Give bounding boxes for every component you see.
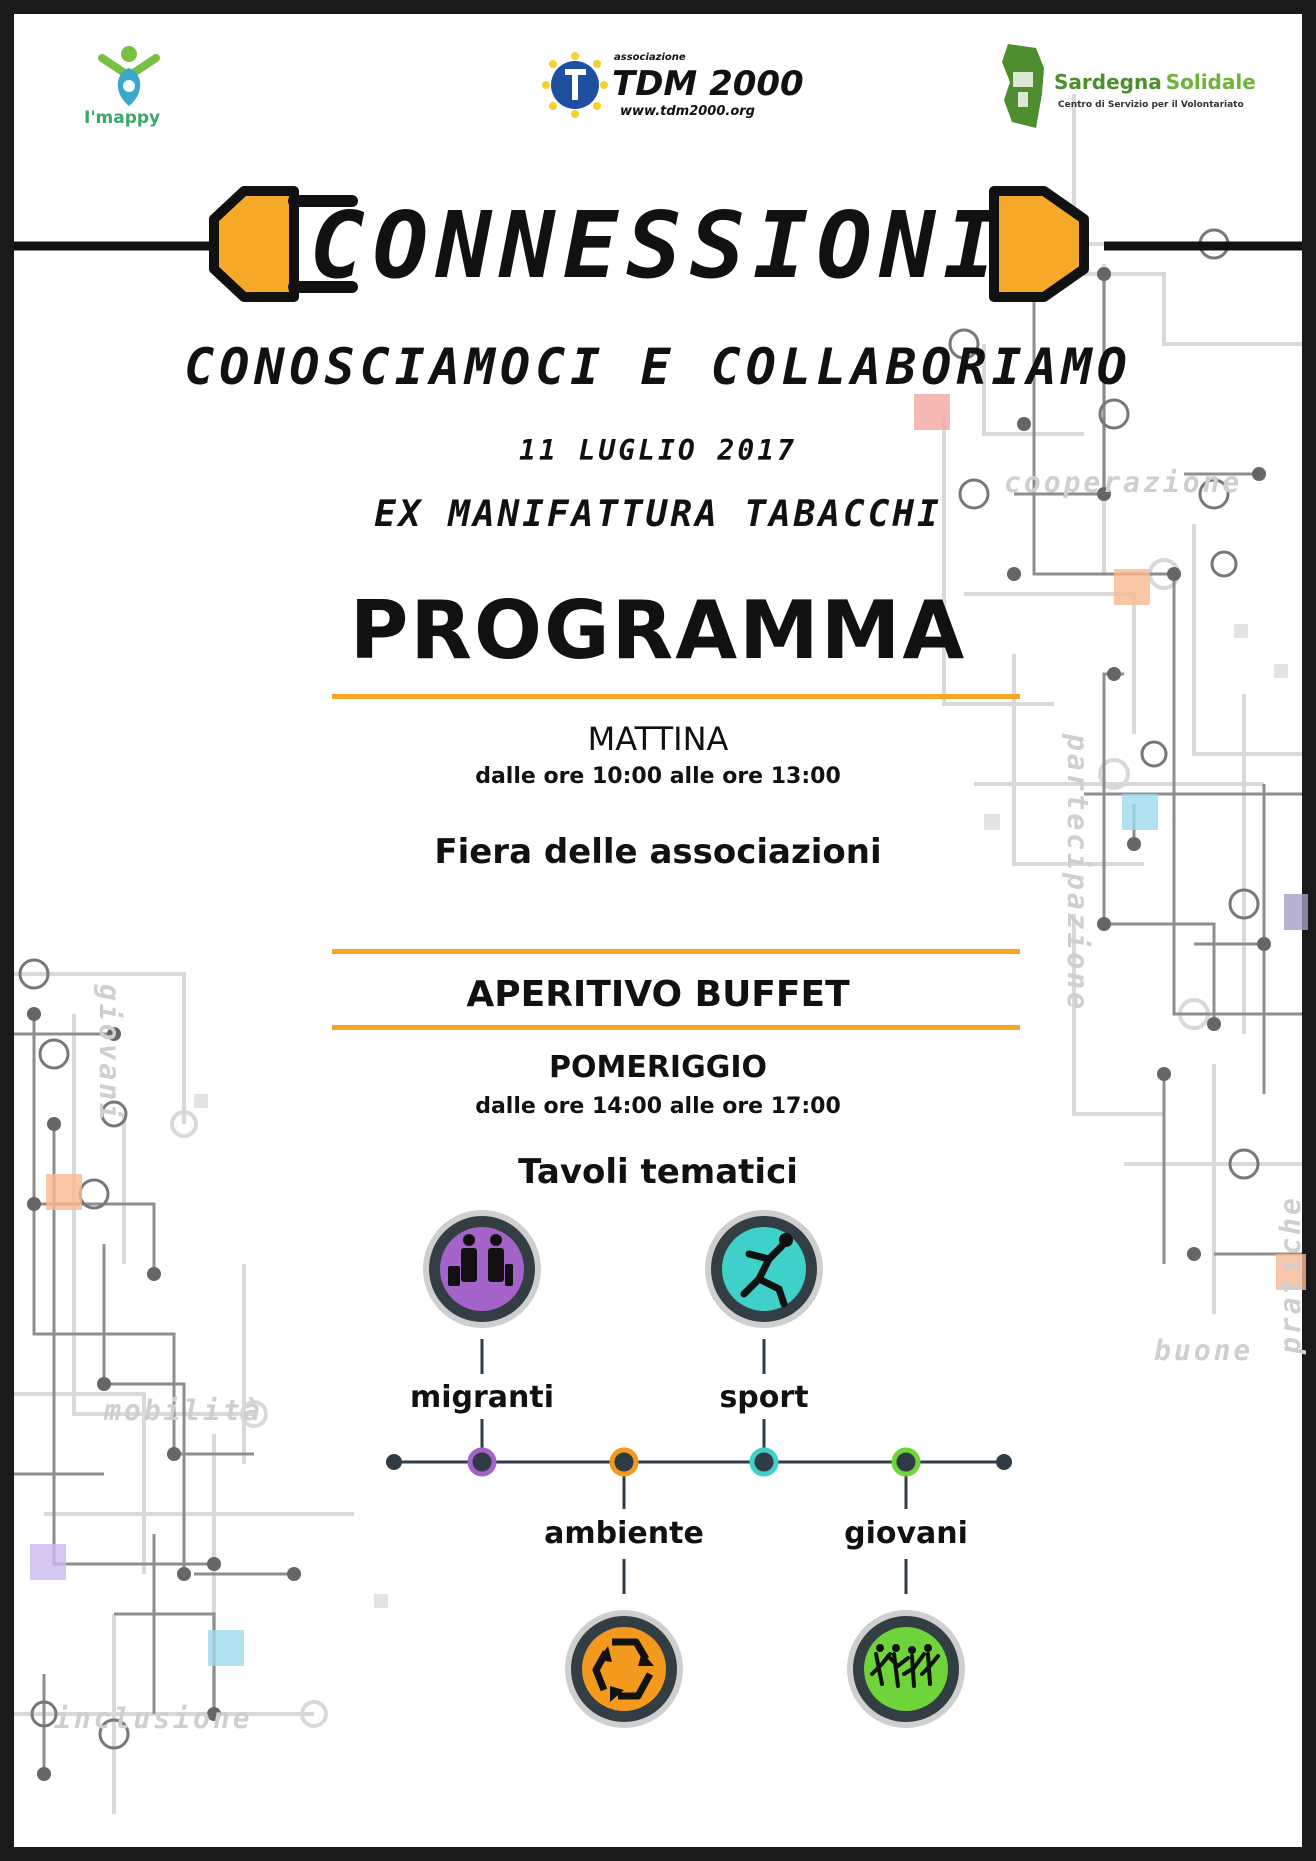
tag-buone: buone <box>1154 1334 1254 1367</box>
morning-activity: Fiera delle associazioni <box>434 832 882 872</box>
event-subtitle: CONOSCIAMOCI E COLLABORIAMO <box>184 338 1132 396</box>
theme-giovani-label: giovani <box>844 1516 968 1551</box>
tdm-url: www.tdm2000.org <box>620 104 755 119</box>
tdm-small-label: associazione <box>614 52 686 63</box>
imappy-logo-text: I'mappy <box>84 108 161 128</box>
buffet-label: APERITIVO BUFFET <box>466 974 850 1015</box>
tag-pratiche: pratiche <box>1274 1195 1307 1354</box>
theme-ambiente-label: ambiente <box>544 1516 704 1551</box>
morning-hours: dalle ore 10:00 alle ore 13:00 <box>475 764 841 789</box>
timeline-end-dot <box>996 1454 1012 1470</box>
tag-cooperazione: cooperazione <box>1004 466 1243 499</box>
afternoon-activity: Tavoli tematici <box>518 1152 798 1192</box>
migranti-icon <box>426 1213 538 1325</box>
poster <box>14 14 1307 1847</box>
afternoon-hours: dalle ore 14:00 alle ore 17:00 <box>475 1094 841 1119</box>
sardegna-subtitle: Centro di Servizio per il Volontariato <box>1058 100 1244 110</box>
tdm-name: TDM 2000 <box>612 64 804 104</box>
tag-inclusione: inclusione <box>54 1702 253 1735</box>
programma-heading: PROGRAMMA <box>349 584 967 677</box>
event-title: CONNESSIONI <box>309 192 1007 299</box>
theme-sport-label: sport <box>719 1380 809 1415</box>
solidale-word: Solidale <box>1165 70 1256 94</box>
sardegna-word: Sardegna <box>1054 70 1162 94</box>
recycle-icon <box>568 1613 680 1725</box>
sport-icon <box>708 1213 820 1325</box>
tag-giovani: giovani <box>93 984 126 1124</box>
timeline-start-dot <box>386 1454 402 1470</box>
node-migranti <box>470 1450 494 1474</box>
tag-mobilita: mobilità <box>104 1394 263 1427</box>
node-giovani <box>894 1450 918 1474</box>
afternoon-label: POMERIGGIO <box>548 1050 767 1085</box>
tag-partecipazione: partecipazione <box>1061 734 1094 1013</box>
theme-migranti-label: migranti <box>409 1380 555 1415</box>
node-ambiente <box>612 1450 636 1474</box>
themes-diagram <box>14 14 1302 1847</box>
node-sport <box>752 1450 776 1474</box>
event-date: 11 LUGLIO 2017 <box>518 434 797 467</box>
giovani-icon <box>850 1613 962 1725</box>
morning-label: MATTINA <box>587 720 729 758</box>
event-venue: EX MANIFATTURA TABACCHI <box>374 494 942 535</box>
